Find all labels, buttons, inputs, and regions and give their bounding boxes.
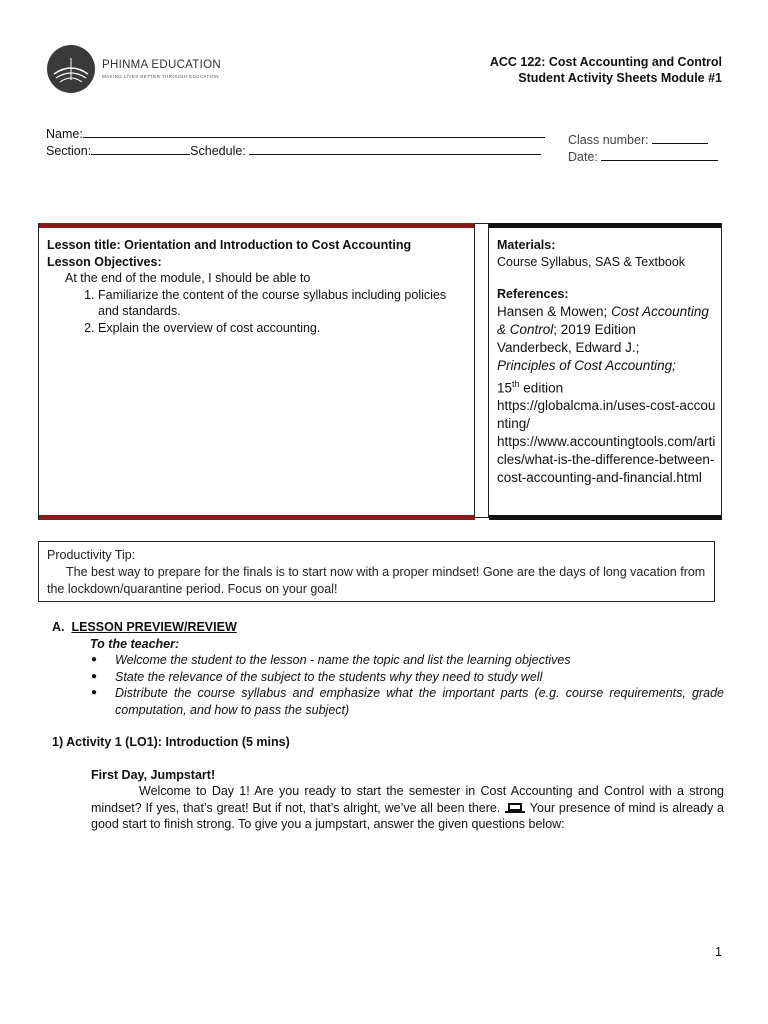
tip-heading: Productivity Tip:	[47, 548, 136, 562]
tip-body: The best way to prepare for the finals is to start now with a proper mindset! Gone are the days of long vacation from the lockdown/quarantine period. Focus on your goal!	[47, 565, 706, 596]
to-teacher-label: To the teacher:	[90, 636, 180, 651]
reference-1	[497, 303, 717, 339]
paragraph-part1: Welcome to Day 1! Are you ready to start the semester in Cost Accounting and Control with a strong mindset? If yes, that’s great! But if not, that’s alright, we’ve all been there.	[91, 784, 724, 815]
section-input-line[interactable]	[91, 142, 190, 155]
materials-heading: Materials:	[497, 238, 556, 252]
box-divider	[474, 223, 489, 518]
lesson-info-box	[38, 223, 721, 520]
schedule-label: Schedule:	[190, 144, 246, 158]
ref2-author: Vanderbeck, Edward J.;	[497, 339, 640, 355]
class-number-input-line[interactable]	[652, 131, 708, 144]
date-input-line[interactable]	[601, 148, 718, 161]
ref2-title: Principles of Cost Accounting;	[497, 357, 676, 373]
lesson-preview-section	[52, 619, 724, 833]
reference-4-link[interactable]: https://www.accountingtools.com/articles/what-is-the-difference-between-cost-accounting-and-financial.html	[497, 434, 716, 485]
objectives-intro: At the end of the module, I should be able to	[65, 271, 311, 285]
date-field	[568, 148, 718, 165]
class-number-field	[568, 131, 708, 148]
black-bar-top	[489, 223, 721, 228]
references-heading: References:	[497, 287, 569, 301]
ref1-author: Hansen & Mowen;	[497, 303, 608, 319]
section-letter: A.	[52, 620, 65, 634]
objectives-heading: Lesson Objectives:	[47, 254, 162, 269]
objective-item: 2. Explain the overview of cost accounting.	[98, 320, 467, 337]
laptop-icon	[504, 802, 526, 814]
section-label: Section:	[46, 144, 92, 158]
date-label: Date:	[568, 150, 598, 164]
spacer	[497, 270, 717, 286]
page-number: 1	[715, 945, 722, 959]
ref1-edition: ; 2019 Edition	[553, 321, 636, 337]
logo-tagline: MAKING LIVES BETTER THROUGH EDUCATION	[102, 74, 219, 79]
materials-panel	[489, 223, 722, 520]
course-title	[490, 54, 722, 86]
teacher-instructions-list	[52, 652, 724, 718]
materials-content	[497, 237, 717, 487]
ref2-edition-number: 15	[497, 380, 513, 395]
ref1-title: Cost Accounting & Control	[497, 303, 709, 337]
red-bar-top	[39, 223, 475, 228]
section-title: LESSON PREVIEW/REVIEW	[71, 620, 237, 634]
name-input-line[interactable]	[83, 125, 545, 138]
lesson-objectives-content	[47, 237, 467, 336]
reference-3-link[interactable]: https://globalcma.in/uses-cost-accounting/	[497, 398, 716, 431]
section-schedule-field	[46, 142, 541, 159]
logo-name: PHINMA EDUCATION	[102, 59, 221, 71]
activity-1-heading: 1) Activity 1 (LO1): Introduction (5 mins)	[52, 735, 290, 749]
reference-2	[497, 339, 717, 398]
class-number-label: Class number:	[568, 133, 649, 147]
section-a-heading	[52, 619, 724, 636]
welcome-paragraph	[52, 783, 724, 833]
phinma-logo-icon	[46, 44, 96, 94]
course-title-line2: Student Activity Sheets Module #1	[518, 71, 722, 85]
course-title-line1: ACC 122: Cost Accounting and Control	[489, 55, 722, 69]
first-day-heading: First Day, Jumpstart!	[91, 767, 216, 782]
name-field	[46, 125, 545, 142]
teacher-instruction: ● Welcome the student to the lesson - name the topic and list the learning objectives	[115, 652, 724, 669]
ref2-edition-word: edition	[519, 380, 564, 395]
objectives-list	[47, 287, 467, 337]
red-bar-bottom	[39, 515, 475, 520]
phinma-logo	[46, 44, 221, 100]
black-bar-bottom	[489, 515, 721, 520]
lesson-objectives-panel	[38, 223, 474, 520]
productivity-tip-box	[38, 541, 715, 602]
lesson-title: Lesson title: Orientation and Introduction to Cost Accounting	[47, 238, 412, 252]
name-label: Name:	[46, 127, 83, 141]
objective-item: 1. Familiarize the content of the course syllabus including policies and standards.	[98, 287, 467, 320]
materials-text: Course Syllabus, SAS & Textbook	[497, 254, 686, 269]
teacher-instruction: ● State the relevance of the subject to the students why they need to study well	[115, 669, 724, 686]
teacher-instruction: ● Distribute the course syllabus and emphasize what the important parts (e.g. course requirements, grade computation, and how to pass the subject)	[115, 685, 724, 718]
paragraph-part2: Your presence of mind is already a good start to finish strong. To give you a jumpstart, answer the given questions below:	[91, 800, 724, 831]
schedule-input-line[interactable]	[249, 142, 541, 155]
ref2-edition-suffix: th	[512, 378, 520, 389]
